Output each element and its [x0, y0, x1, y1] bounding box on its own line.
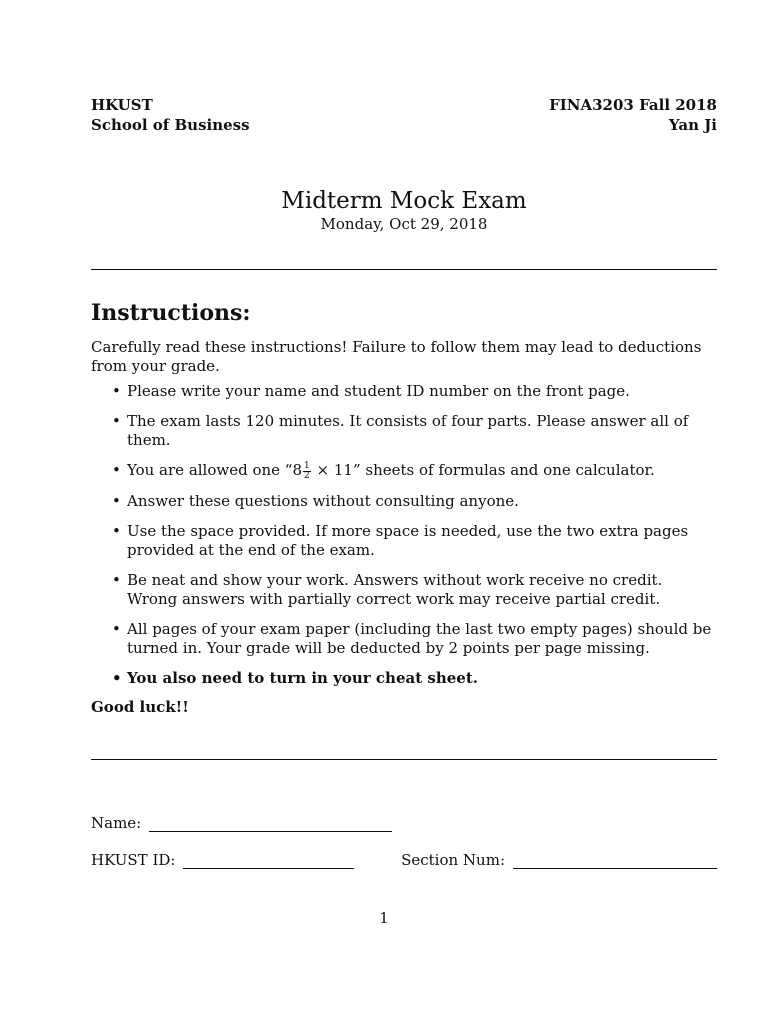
- bullet: •: [112, 461, 121, 479]
- name-row: [91, 810, 717, 832]
- closing-text: Good luck!!: [91, 697, 189, 716]
- bottom-divider: [91, 759, 717, 760]
- bullet: •: [112, 570, 121, 589]
- exam-cover-page: [91, 95, 717, 869]
- list-item-text: Be neat and show your work. Answers without work receive no credit. Wrong answers with partially correct work may receive partial credit.: [127, 570, 663, 608]
- list-item-prefix: You are allowed one “8: [127, 461, 303, 479]
- school-name: School of Business: [91, 116, 250, 134]
- list-item: [91, 492, 717, 511]
- header-left: [91, 95, 250, 135]
- id-section-row: [91, 847, 717, 869]
- list-item-text: Use the space provided. If more space is needed, use the two extra pages provided at the end of the exam.: [127, 521, 689, 559]
- list-item: [91, 522, 717, 560]
- instructions-intro: Carefully read these instructions! Failure to follow them may lead to deductions from your grade.: [91, 338, 702, 375]
- section-num-field[interactable]: [513, 854, 717, 869]
- list-item: [91, 382, 717, 401]
- bullet: •: [112, 491, 121, 510]
- list-item-text: Please write your name and student ID number on the front page.: [127, 382, 630, 400]
- list-item: [91, 669, 717, 688]
- list-item: [91, 571, 717, 609]
- student-info-fields: [91, 810, 717, 869]
- bullet: •: [112, 521, 121, 540]
- list-item-text: Answer these questions without consulting anyone.: [127, 491, 519, 510]
- list-item-text: All pages of your exam paper (including the last two empty pages) should be turned in. Your grade will be deducted by 2 points per page missing.: [127, 619, 712, 657]
- header: [91, 95, 717, 135]
- list-item: [91, 620, 717, 658]
- list-item-suffix: × 11” sheets of formulas and one calculator.: [311, 461, 655, 479]
- course-code: FINA3203 Fall 2018: [549, 96, 717, 114]
- fraction-one-half: [303, 462, 311, 481]
- bullet: •: [112, 382, 121, 400]
- fraction-numerator: 1: [304, 460, 310, 471]
- name-field[interactable]: [149, 817, 392, 832]
- bullet: •: [112, 619, 121, 638]
- fraction-denominator: 2: [304, 470, 310, 481]
- instructor-name: Yan Ji: [668, 116, 717, 134]
- list-item-text: The exam lasts 120 minutes. It consists of four parts. Please answer all of them.: [127, 412, 689, 449]
- section-group: [401, 851, 717, 869]
- instructions-list: [91, 382, 717, 688]
- list-item: [91, 461, 717, 481]
- list-item-text: You also need to turn in your cheat sheet.: [127, 668, 478, 687]
- bullet: •: [112, 412, 121, 430]
- list-item: [91, 412, 717, 450]
- section-num-label: Section Num:: [401, 850, 505, 869]
- header-right: [549, 95, 717, 135]
- bullet: •: [112, 668, 122, 687]
- exam-date: Monday, Oct 29, 2018: [320, 215, 488, 233]
- instructions-heading: Instructions:: [91, 300, 251, 326]
- list-item-text: [127, 461, 655, 479]
- top-divider: [91, 269, 717, 270]
- institution: HKUST: [91, 96, 153, 114]
- hkust-id-label: HKUST ID:: [91, 850, 176, 869]
- hkust-id-field[interactable]: [183, 854, 354, 869]
- exam-title: Midterm Mock Exam: [281, 188, 527, 214]
- page-number: 1: [379, 909, 389, 927]
- name-label: Name:: [91, 813, 142, 832]
